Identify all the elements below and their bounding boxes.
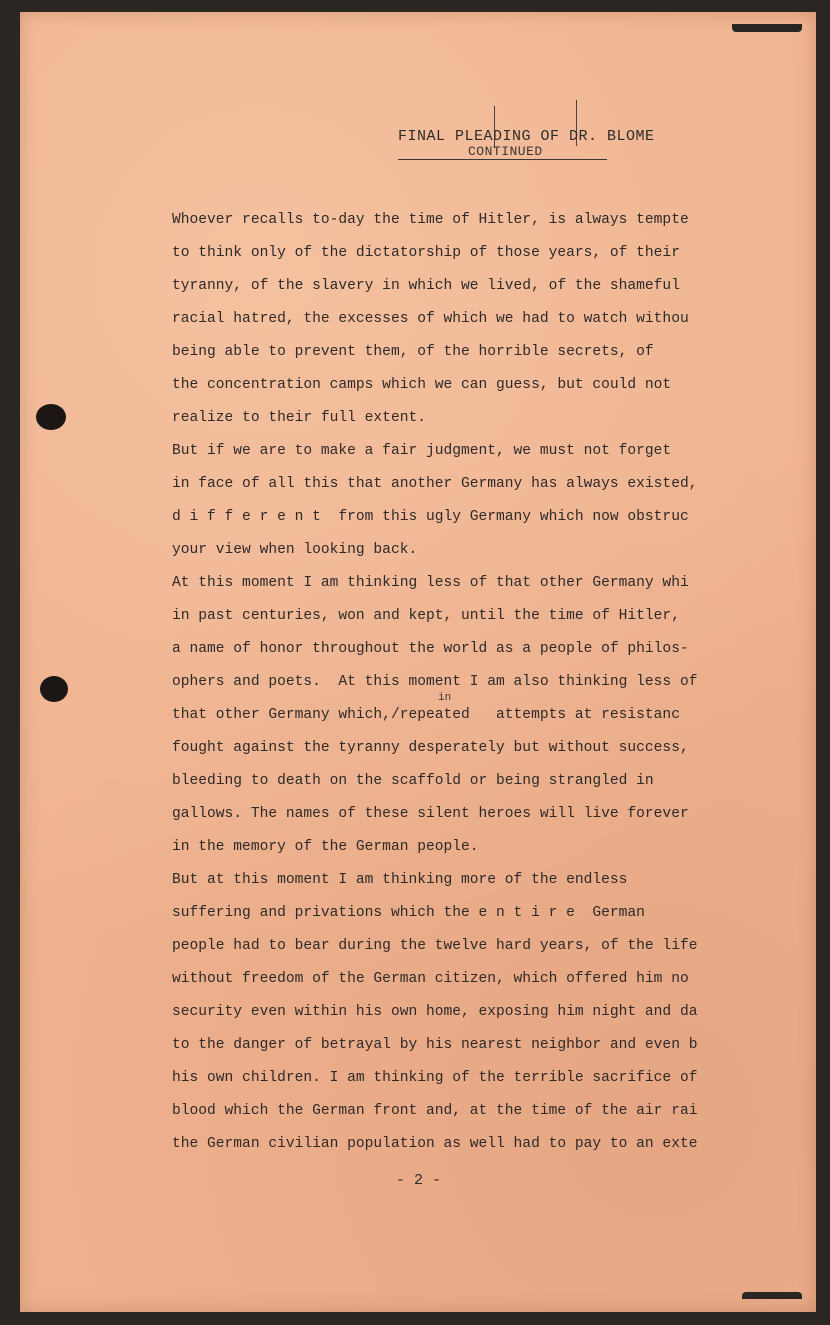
text-line: d i f f e r e n t from this ugly Germany which now obstruc [172, 509, 689, 525]
document-title: FINAL PLEADING OF DR. BLOME [398, 128, 655, 145]
text-line: blood which the German front and, at the time of the air rai [172, 1103, 698, 1119]
text-line: a name of honor throughout the world as a people of philos- [172, 641, 689, 657]
text-line: the concentration camps which we can guess, but could not [172, 377, 672, 393]
text-line: to think only of the dictatorship of those years, of their [172, 245, 680, 261]
torn-edge-bottom-right [742, 1292, 802, 1299]
title-underline [398, 159, 607, 160]
text-line: to the danger of betrayal by his nearest neighbor and even b [172, 1037, 698, 1053]
text-line: bleeding to death on the scaffold or being strangled in [172, 773, 654, 789]
text-line: realize to their full extent. [172, 410, 426, 426]
text-line: ophers and poets. At this moment I am also thinking less of [172, 674, 698, 690]
text-line: his own children. I am thinking of the terrible sacrifice of [172, 1070, 698, 1086]
text-line: in face of all this that another Germany has always existed, [172, 476, 698, 492]
handwritten-insertion: in [438, 692, 452, 704]
text-line: gallows. The names of these silent heroes will live forever [172, 806, 689, 822]
text-line: being able to prevent them, of the horrible secrets, of [172, 344, 654, 360]
text-line: that other Germany which,/repeated attempts at resistanc [172, 707, 680, 723]
text-line: At this moment I am thinking less of that other Germany whi [172, 575, 689, 591]
text-line: security even within his own home, exposing him night and da [172, 1004, 698, 1020]
punch-hole-bottom [40, 676, 68, 702]
text-line: people had to bear during the twelve hard years, of the life [172, 938, 698, 954]
text-line: your view when looking back. [172, 542, 418, 558]
text-line: tyranny, of the slavery in which we lived, of the shameful [172, 278, 680, 294]
text-line: the German civilian population as well had to pay to an exte [172, 1136, 698, 1152]
text-line: racial hatred, the excesses of which we had to watch withou [172, 311, 689, 327]
text-line: in the memory of the German people. [172, 839, 479, 855]
typed-body-text [172, 204, 760, 1161]
punch-hole-top [36, 404, 66, 430]
text-line: without freedom of the German citizen, which offered him no [172, 971, 689, 987]
text-line: in past centuries, won and kept, until the time of Hitler, [172, 608, 680, 624]
text-line: suffering and privations which the e n t i r e German [172, 905, 645, 921]
text-line: But if we are to make a fair judgment, we must not forget [172, 443, 672, 459]
text-line: fought against the tyranny desperately but without success, [172, 740, 689, 756]
text-line: But at this moment I am thinking more of the endless [172, 872, 628, 888]
page-number: - 2 - [396, 1172, 442, 1189]
text-line: Whoever recalls to-day the time of Hitler, is always tempte [172, 212, 689, 228]
torn-edge-top-right [732, 24, 802, 32]
document-subtitle: CONTINUED [468, 144, 543, 159]
